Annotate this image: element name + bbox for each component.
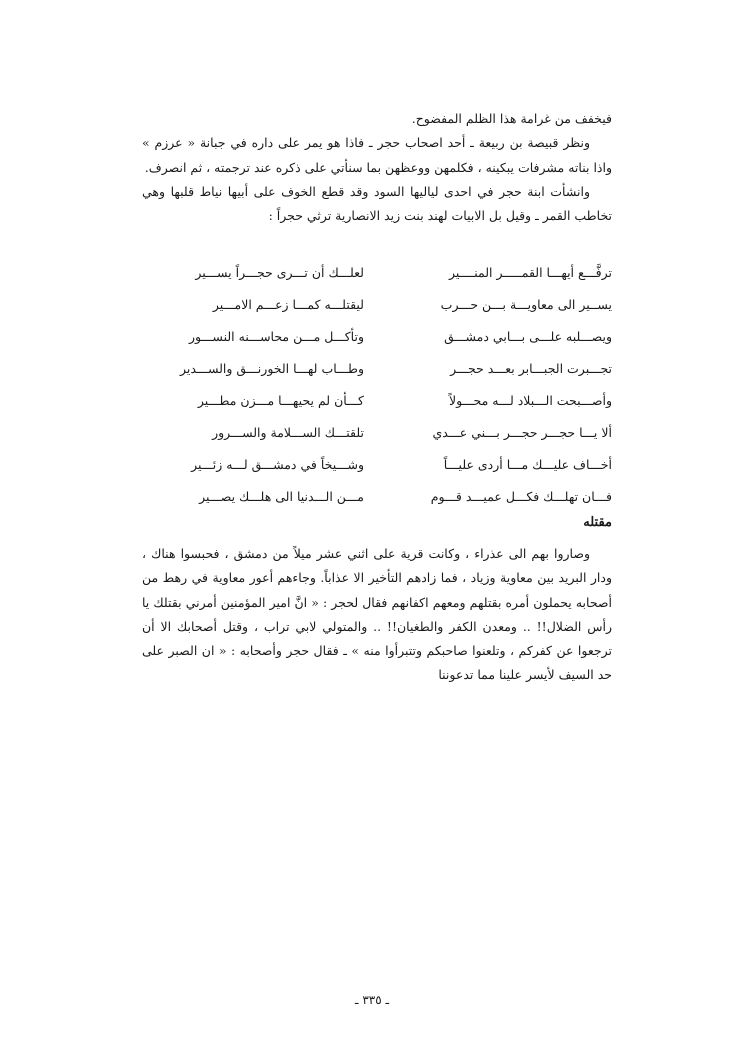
- paragraph-daughter-elegy-intro: وانشأت ابنة حجر في احدى لياليها السود وقد قطع الخوف على أبيها نياط قلبها وهي تخاطب القمر ـ وقيل بل الابيات لهند بنت زيد الانصارية ترثي حجراً :: [142, 183, 612, 224]
- verse-second-hemistich: لعلـــك أن تـــرى حجـــراً يســـير: [195, 265, 364, 280]
- verse-second-hemistich: ليقتلـــه كمـــا زعـــم الامـــير: [212, 297, 364, 312]
- verse-first-hemistich: ويصـــلبه علـــى بـــابي دمشـــق: [444, 329, 612, 344]
- verse-first-hemistich: أخـــاف عليـــك مـــا أردى عليـــاً: [443, 457, 612, 472]
- verse-second-hemistich: وتأكـــل مـــن محاســـنه النســـور: [188, 329, 364, 344]
- verse-first-hemistich: وأصـــبحت الـــبلاد لـــه محـــولاً: [448, 393, 612, 408]
- paragraph-execution: وصاروا بهم الى عذراء ، وكانت قرية على اثني عشر ميلاً من دمشق ، فحبسوا هناك ، ودار البريد بين معاوية وزياد ، فما زادهم التأخير الا عذاباً. وجاءهم أعور معاوية في رهط من أصحابه يحملون أمره بقتلهم ومعهم اكفانهم فقال لحجر : « انَّ امير المؤمنين أمرني بقتلك يا رأس الضلال!! .. ومعدن الكفر والطغيان!! .. والمتولي لابي تراب ، وقتل أصحابك الا أن ترجعوا عن كفركم ، وتلعنوا صاحبكم وتتبرأوا منه » ـ فقال حجر وأصحابه : « ان الصبر على حد السيف لأيسر علينا مما تدعوننا: [142, 546, 612, 683]
- verse-second-hemistich: وطـــاب لهـــا الخورنـــق والســـدير: [180, 361, 364, 376]
- verse-line: [142, 385, 612, 417]
- verse-line: [142, 321, 612, 353]
- paragraph-opening: فيخفف من غرامة هذا الظلم المفضوح.: [411, 111, 612, 126]
- section-heading: مقتله: [583, 515, 612, 530]
- verse-line: [142, 257, 612, 289]
- verse-first-hemistich: فـــان تهلـــك فكـــل عميـــد قـــوم: [430, 489, 612, 504]
- verse-second-hemistich: مـــن الـــدنيا الى هلـــك يصـــير: [199, 489, 364, 504]
- verse-line: [142, 481, 612, 513]
- prose-block-top: [142, 107, 612, 228]
- poem-verses: [142, 257, 612, 513]
- verse-line: [142, 353, 612, 385]
- verse-line: [142, 449, 612, 481]
- verse-second-hemistich: وشـــيخاً في دمشـــق لـــه زئـــير: [191, 457, 364, 472]
- page-number: ـ ٣٣٥ ـ: [354, 993, 390, 1007]
- prose-block-bottom: [142, 542, 612, 688]
- verse-first-hemistich: ألا يـــا حجـــر حجـــر بـــني عـــدي: [432, 425, 612, 440]
- paragraph-qabisa: ونظر قبيصة بن ربيعة ـ أحد اصحاب حجر ـ فاذا هو يمر على داره في جبانة « عرزم » واذا بناته مشرفات يبكينه ، فكلمهن ووعظهن بما سنأتي على ذكره عند ترجمته ، ثم انصرف.: [142, 135, 612, 175]
- verse-second-hemistich: تلقتـــك الســـلامة والســـرور: [212, 425, 364, 440]
- verse-first-hemistich: تجـــبرت الجبـــابر بعـــد حجـــر: [450, 361, 612, 376]
- verse-second-hemistich: كـــأن لم يحيهـــا مـــزن مطـــير: [197, 393, 364, 408]
- verse-first-hemistich: ترفَّـــع أيهـــا القمـــــر المنــــير: [448, 265, 612, 280]
- verse-line: [142, 417, 612, 449]
- verse-line: [142, 289, 612, 321]
- verse-first-hemistich: يســير الى معاويـــة بـــن حـــرب: [440, 297, 612, 312]
